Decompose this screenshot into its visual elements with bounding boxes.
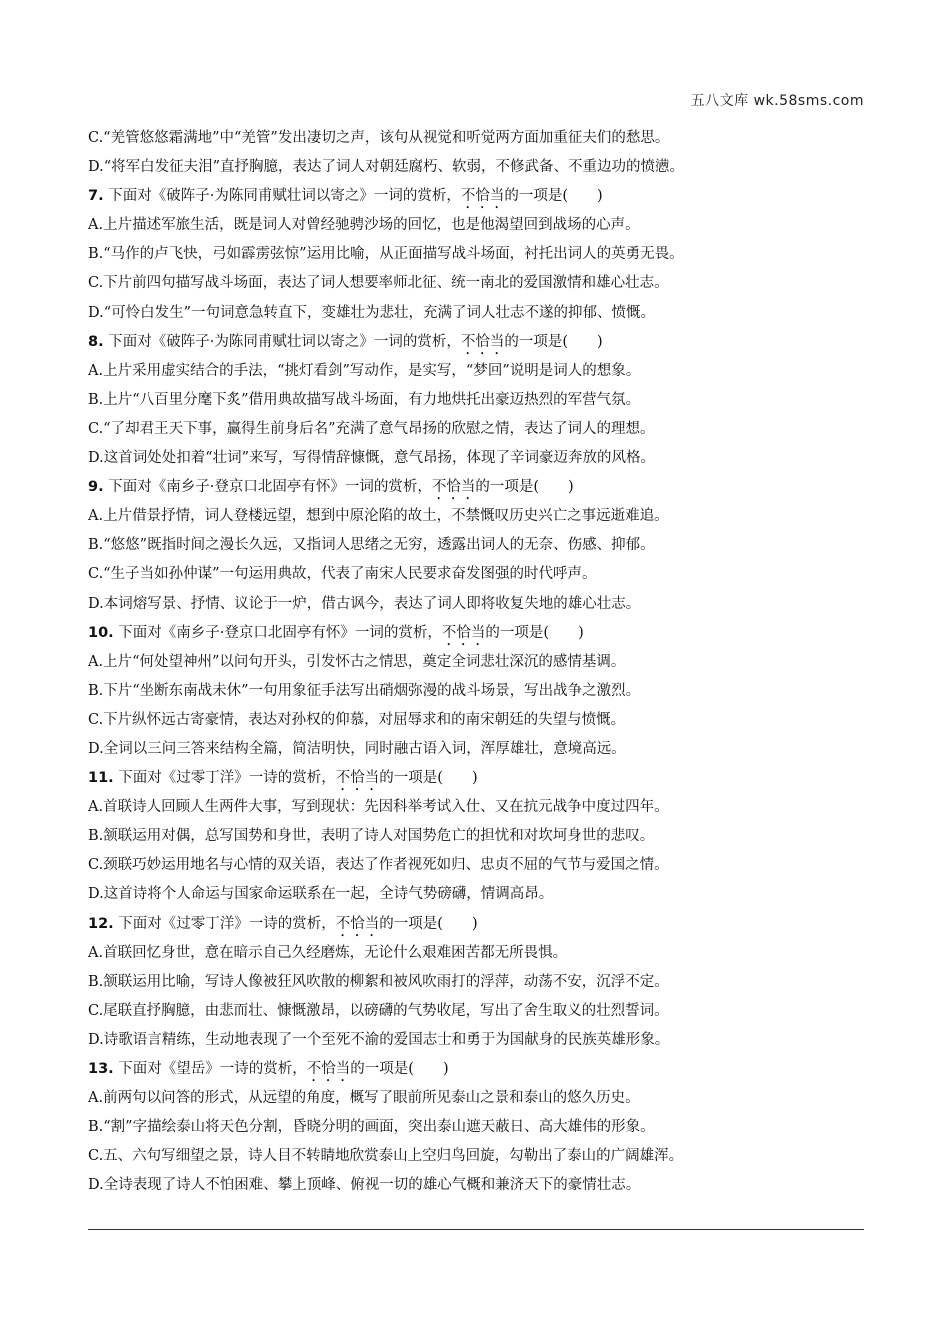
answer-option: B.“悠悠”既指时间之漫长久远，又指词人思绪之无穷，透露出词人的无奈、伤感、抑郁。: [88, 537, 655, 554]
question-number: 12.: [88, 915, 114, 932]
answer-option: D.诗歌语言精练，生动地表现了一个至死不渝的爱国志士和勇于为国献身的民族英雄形象。: [88, 1031, 670, 1048]
question-suffix: 的一项是( ): [379, 770, 478, 787]
answer-option: B.颔联运用比喻，写诗人像被狂风吹散的柳絮和被风吹雨打的浮萍，动荡不安，沉浮不定。: [88, 973, 669, 990]
question-number: 9.: [88, 479, 104, 496]
emphasis-text: 不恰当: [460, 188, 505, 205]
answer-option: C.“羌管悠悠霜满地”中“羌管”发出凄切之声，该句从视觉和听觉两方面加重征夫们的愁思。: [88, 130, 670, 146]
question-list: [88, 124, 878, 1200]
answer-option: A.上片借景抒情，词人登楼远望，想到中原沦陷的故土，不禁慨叹历史兴亡之事远逝难追。: [88, 508, 669, 525]
question-stem: [88, 182, 878, 211]
answer-option: D.这首诗将个人命运与国家命运联系在一起，全诗气势磅礴，情调高昂。: [88, 886, 554, 903]
question-number: 11.: [88, 770, 114, 787]
answer-option: A.上片“何处望神州”以问句开头，引发怀古之情思，奠定全词悲壮深沉的感情基调。: [88, 653, 626, 670]
answer-option: C.下片纵怀远古寄豪情，表达对孙权的仰慕，对屈辱求和的南宋朝廷的失望与愤慨。: [88, 711, 626, 728]
answer-option: A.上片采用虚实结合的手法，“挑灯看剑”写动作，是实写，“梦回”说明是词人的想象。: [88, 362, 641, 379]
question-number: 8.: [88, 333, 104, 350]
answer-option: A.前两句以问答的形式，从远望的角度，概写了眼前所见泰山之景和泰山的悠久历史。: [88, 1090, 640, 1107]
answer-option: B.“马作的卢飞快，弓如霹雳弦惊”运用比喻，从正面描写战斗场面，衬托出词人的英勇无畏。: [88, 246, 684, 263]
question-suffix: 的一项是( ): [475, 479, 574, 496]
question-stem: [88, 764, 878, 793]
emphasis-text: 不恰当: [460, 333, 505, 350]
answer-option: B.“割”字描绘泰山将天色分割，昏晓分明的画面，突出泰山遮天蔽日、高大雄伟的形象。: [88, 1119, 655, 1136]
question-number: 7.: [88, 188, 104, 205]
answer-option: A.上片描述军旅生活，既是词人对曾经驰骋沙场的回忆，也是他渴望回到战场的心声。: [88, 217, 640, 234]
answer-option: D.“将军白发征夫泪”直抒胸臆，表达了词人对朝廷腐朽、软弱，不修武备、不重边功的愤懑。: [88, 159, 685, 176]
answer-option: B.下片“坐断东南战未休”一句用象征手法写出硝烟弥漫的战斗场景，写出战争之激烈。: [88, 682, 641, 699]
question-stem: [88, 619, 878, 648]
answer-option: D.这首词处处扣着“壮词”来写，写得情辞慷慨，意气昂扬，体现了辛词豪迈奔放的风格。: [88, 450, 656, 467]
answer-option: C.尾联直抒胸臆，由悲而壮、慷慨激昂，以磅礴的气势收尾，写出了舍生取义的壮烈誓词。: [88, 1002, 669, 1019]
question-stem: [88, 910, 878, 939]
answer-option: B.颔联运用对偶，总写国势和身世，表明了诗人对国势危亡的担忧和对坎坷身世的悲叹。: [88, 828, 655, 845]
answer-option: C.“了却君王天下事，赢得生前身后名”充满了意气昂扬的欣慰之情，表达了词人的理想。: [88, 420, 655, 437]
answer-option: C.下片前四句描写战斗场面，表达了词人想要率师北征、统一南北的爱国激情和雄心壮志。: [88, 275, 669, 292]
emphasis-text: 不恰当: [335, 770, 380, 787]
emphasis-text: 不恰当: [335, 915, 380, 932]
answer-option: D.“可怜白发生”一句词意急转直下，变雄壮为悲壮，充满了词人壮志不遂的抑郁、愤慨。: [88, 304, 656, 321]
answer-option: A.首联诗人回顾人生两件大事，写到现状：先因科举考试入仕、又在抗元战争中度过四年。: [88, 799, 669, 816]
question-text: 下面对《南乡子·登京口北固亭有怀》一词的赏析，: [113, 624, 442, 641]
question-text: 下面对《破阵子·为陈同甫赋壮词以寄之》一词的赏析，: [103, 188, 461, 205]
question-text: 下面对《过零丁洋》一诗的赏析，: [113, 770, 336, 787]
answer-option: C.“生子当如孙仲谋”一句运用典故，代表了南宋人民要求奋发图强的时代呼声。: [88, 566, 597, 583]
answer-option: D.本词熔写景、抒情、议论于一炉，借古讽今，表达了词人即将收复失地的雄心壮志。: [88, 595, 641, 612]
question-suffix: 的一项是( ): [504, 333, 603, 350]
answer-option: C.颈联巧妙运用地名与心情的双关语，表达了作者视死如归、忠贞不屈的气节与爱国之情。: [88, 857, 669, 874]
footer-divider: [88, 1229, 864, 1230]
answer-option: C.五、六句写细望之景，诗人目不转睛地欣赏泰山上空归鸟回旋，勾勒出了泰山的广阔雄浑。: [88, 1148, 684, 1165]
site-watermark: 五八文库 wk.58sms.com: [690, 93, 864, 109]
emphasis-text: 不恰当: [306, 1061, 351, 1077]
question-stem: [88, 328, 878, 357]
answer-option: D.全词以三问三答来结构全篇，简洁明快，同时融古语入词，浑厚雄壮，意境高远。: [88, 740, 626, 757]
question-suffix: 的一项是( ): [504, 188, 603, 205]
question-suffix: 的一项是( ): [485, 624, 584, 641]
question-stem: [88, 473, 878, 502]
emphasis-text: 不恰当: [431, 479, 476, 496]
question-text: 下面对《望岳》一诗的赏析，: [113, 1061, 307, 1077]
question-stem: [88, 1055, 878, 1084]
answer-option: B.上片“八百里分麾下炙”借用典故描写战斗场面，有力地烘托出豪迈热烈的军营气氛。: [88, 391, 641, 408]
question-text: 下面对《过零丁洋》一诗的赏析，: [113, 915, 336, 932]
answer-option: D.全诗表现了诗人不怕困难、攀上顶峰、俯视一切的雄心气概和兼济天下的豪情壮志。: [88, 1177, 641, 1194]
question-suffix: 的一项是( ): [350, 1061, 449, 1077]
answer-option: A.首联回忆身世，意在暗示自己久经磨炼，无论什么艰难困苦都无所畏惧。: [88, 944, 568, 961]
question-text: 下面对《破阵子·为陈同甫赋壮词以寄之》一词的赏析，: [103, 333, 461, 350]
question-suffix: 的一项是( ): [379, 915, 478, 932]
question-number: 13.: [88, 1061, 114, 1077]
question-number: 10.: [88, 624, 114, 641]
emphasis-text: 不恰当: [441, 624, 486, 641]
question-text: 下面对《南乡子·登京口北固亭有怀》一词的赏析，: [103, 479, 432, 496]
